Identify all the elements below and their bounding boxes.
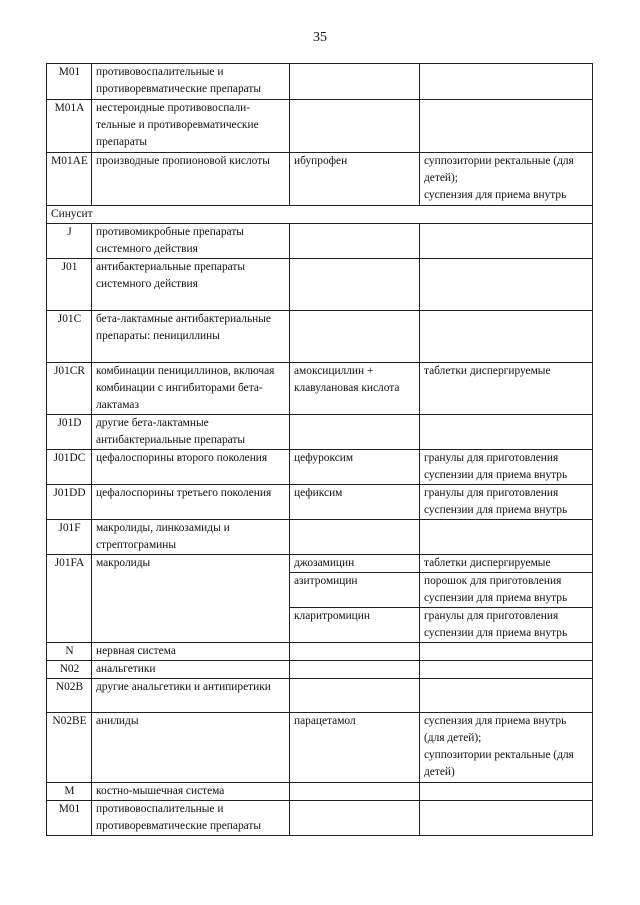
drug-name-cell (290, 783, 420, 801)
atc-code-cell: J01CR (47, 363, 92, 415)
drug-name-cell (290, 64, 420, 100)
dosage-form-cell (420, 643, 593, 661)
atc-code-cell: J (47, 224, 92, 259)
drug-name-cell (290, 259, 420, 311)
anatomical-group-cell: цефалоспорины второго поколения (92, 450, 290, 485)
drug-name-cell (290, 643, 420, 661)
atc-code-cell: J01DD (47, 485, 92, 520)
anatomical-group-cell: другие бета-лактамные антибактериальные препараты (92, 415, 290, 450)
atc-code-cell: M01A (47, 100, 92, 153)
atc-code-cell: N02BE (47, 713, 92, 783)
table-row (47, 713, 593, 783)
page-number: 35 (313, 30, 327, 45)
table-row (47, 64, 593, 100)
drug-name-cell: джозамицин (290, 555, 420, 573)
anatomical-group-cell: противомикробные препараты системного действия (92, 224, 290, 259)
table-row (47, 259, 593, 311)
drug-name-cell: кларитромицин (290, 608, 420, 643)
atc-code-cell: J01F (47, 520, 92, 555)
table-row (47, 679, 593, 713)
table-row (47, 415, 593, 450)
atc-code-cell: J01DC (47, 450, 92, 485)
dosage-form-cell (420, 520, 593, 555)
table-row (47, 801, 593, 836)
atc-code-cell: M01 (47, 64, 92, 100)
drug-name-cell (290, 224, 420, 259)
dosage-form-cell: суспензия для приема внутрь (для детей); суппозитории ректальные (для детей) (420, 713, 593, 783)
atc-code-cell: J01C (47, 311, 92, 363)
table-row (47, 485, 593, 520)
table-row (47, 450, 593, 485)
dosage-form-cell (420, 801, 593, 836)
table-row (47, 555, 593, 573)
drug-name-cell (290, 801, 420, 836)
dosage-form-cell: порошок для приготовления суспензии для приема внутрь (420, 573, 593, 608)
anatomical-group-cell: противовоспалительные и противоревматические препараты (92, 64, 290, 100)
drug-name-cell (290, 520, 420, 555)
anatomical-group-cell: производные пропионовой кислоты (92, 153, 290, 206)
atc-code-cell: J01D (47, 415, 92, 450)
dosage-form-cell: таблетки диспергируемые (420, 555, 593, 573)
anatomical-group-cell: нестероидные противовоспали-тельные и противоревматические препараты (92, 100, 290, 153)
drug-name-cell (290, 100, 420, 153)
atc-code-cell: N02 (47, 661, 92, 679)
drug-name-cell: азитромицин (290, 573, 420, 608)
table-row (47, 783, 593, 801)
dosage-form-cell (420, 224, 593, 259)
anatomical-group-cell: макролиды (92, 555, 290, 643)
dosage-form-cell: таблетки диспергируемые (420, 363, 593, 415)
dosage-form-cell: суппозитории ректальные (для детей); суспензия для приема внутрь (420, 153, 593, 206)
dosage-form-cell (420, 415, 593, 450)
drug-name-cell: цефуроксим (290, 450, 420, 485)
table-row (47, 100, 593, 153)
dosage-form-cell (420, 64, 593, 100)
table-section-row (47, 206, 593, 224)
table-row (47, 153, 593, 206)
table-row (47, 311, 593, 363)
atc-code-cell: J01FA (47, 555, 92, 643)
table-row (47, 643, 593, 661)
dosage-form-cell: гранулы для приготовления суспензии для приема внутрь (420, 450, 593, 485)
drug-name-cell: парацетамол (290, 713, 420, 783)
dosage-form-cell (420, 783, 593, 801)
drug-name-cell: цефиксим (290, 485, 420, 520)
anatomical-group-cell: костно-мышечная система (92, 783, 290, 801)
anatomical-group-cell: цефалоспорины третьего поколения (92, 485, 290, 520)
table-body (47, 64, 593, 836)
dosage-form-cell (420, 661, 593, 679)
anatomical-group-cell: анилиды (92, 713, 290, 783)
atc-code-cell: M01AE (47, 153, 92, 206)
table-row (47, 520, 593, 555)
dosage-form-cell (420, 311, 593, 363)
atc-code-cell: M (47, 783, 92, 801)
atc-code-cell: N02B (47, 679, 92, 713)
dosage-form-cell: гранулы для приготовления суспензии для приема внутрь (420, 608, 593, 643)
drug-name-cell (290, 679, 420, 713)
drug-name-cell: амоксициллин + клавулановая кислота (290, 363, 420, 415)
anatomical-group-cell: комбинации пенициллинов, включая комбинации с ингибиторами бета-лактамаз (92, 363, 290, 415)
drug-name-cell (290, 661, 420, 679)
anatomical-group-cell: макролиды, линкозамиды и стрептограмины (92, 520, 290, 555)
table-row (47, 224, 593, 259)
anatomical-group-cell: противовоспалительные и противоревматические препараты (92, 801, 290, 836)
atc-code-cell: M01 (47, 801, 92, 836)
anatomical-group-cell: бета-лактамные антибактериальные препараты: пенициллины (92, 311, 290, 363)
drug-name-cell (290, 311, 420, 363)
atc-code-cell: N (47, 643, 92, 661)
drug-name-cell (290, 415, 420, 450)
anatomical-group-cell: анальгетики (92, 661, 290, 679)
atc-code-cell: J01 (47, 259, 92, 311)
anatomical-group-cell: нервная система (92, 643, 290, 661)
dosage-form-cell (420, 259, 593, 311)
anatomical-group-cell: антибактериальные препараты системного действия (92, 259, 290, 311)
drug-list-table (46, 63, 593, 836)
dosage-form-cell (420, 100, 593, 153)
anatomical-group-cell: другие анальгетики и антипиретики (92, 679, 290, 713)
table-row (47, 661, 593, 679)
table-row (47, 363, 593, 415)
dosage-form-cell (420, 679, 593, 713)
section-heading: Синусит (47, 206, 593, 224)
dosage-form-cell: гранулы для приготовления суспензии для приема внутрь (420, 485, 593, 520)
drug-name-cell: ибупрофен (290, 153, 420, 206)
